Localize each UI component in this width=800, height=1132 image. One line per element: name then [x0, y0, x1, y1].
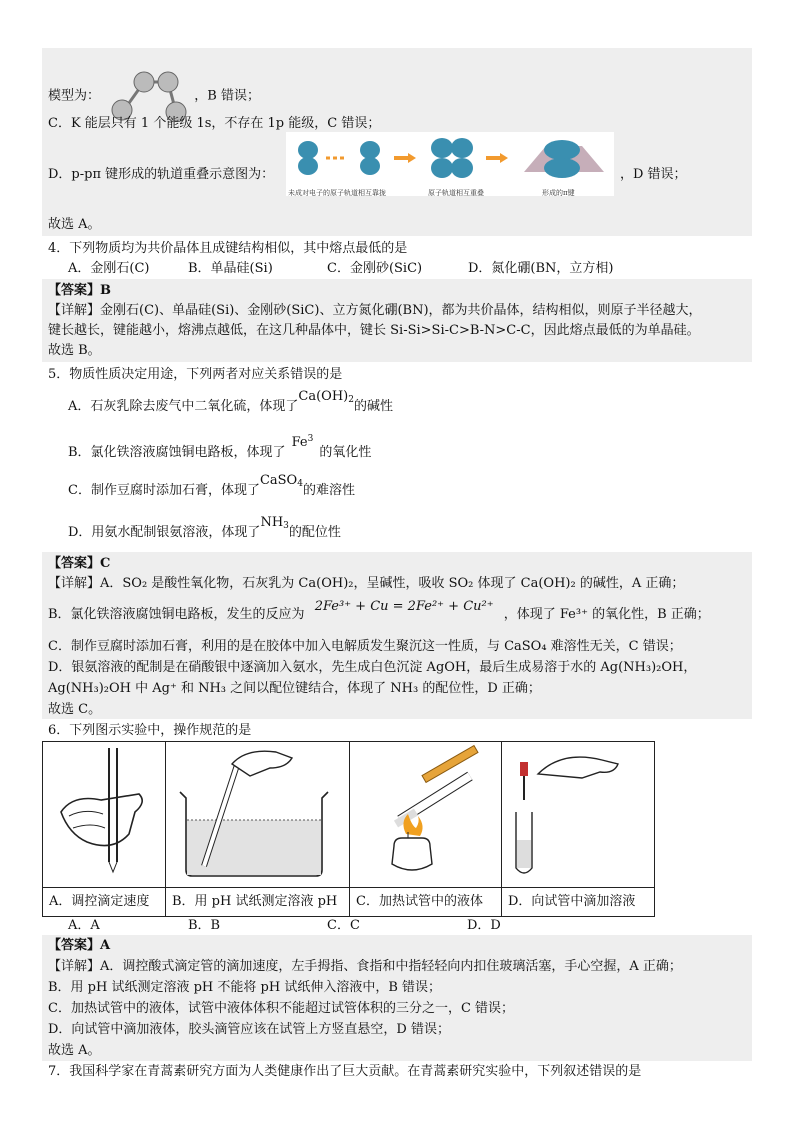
q5-b-text: B．氯化铁溶液腐蚀铜电路板，体现了 [68, 445, 286, 460]
q6-experiment-table [42, 741, 655, 917]
q5-answer: 【答案】C [48, 556, 111, 571]
q5-conclusion: 故选 C。 [48, 702, 102, 717]
q6-caption-b: B．用 pH 试纸测定溶液 pH [166, 888, 350, 917]
q5-option-a [68, 389, 393, 419]
q5-explain-a: 【详解】A．SO₂ 是酸性氧化物，石灰乳为 Ca(OH)₂，呈碱性，吸收 SO₂ 体现了 Ca(OH)₂ 的碱性，A 正确； [48, 576, 685, 591]
q5-c-text: C．制作豆腐时添加石膏，体现了 [68, 483, 260, 498]
q6-explain-a: 【详解】A．调控酸式滴定管的滴加速度，左手拇指、食指和中指轻轻向内扣住玻璃活塞，手心空握，A 正确； [48, 959, 682, 974]
q5-d-text: D．用氨水配制银氨溶液，体现了 [68, 525, 261, 540]
q6-figure-d [502, 742, 655, 888]
q4-option-d: D．氮化硼(BN，立方相) [468, 261, 614, 276]
q6-conclusion: 故选 A。 [48, 1043, 101, 1058]
q5-a-chem: Ca(OH) [298, 389, 349, 404]
q5-a-post: 的碱性 [353, 399, 393, 414]
explanation-block-q6 [42, 935, 752, 1061]
q5-c-chem: CaSO [259, 473, 298, 488]
q5-explain-d-1: D．银氨溶液的配制是在硝酸银中逐滴加入氨水，先生成白色沉淀 AgOH，最后生成易溶于水的 Ag(NH₃)₂OH， [48, 660, 697, 675]
q5-explain-d-2: Ag(NH₃)₂OH 中 Ag⁺ 和 NH₃ 之间以配位键结合，体现了 NH₃ 的配位性，D 正确； [48, 681, 541, 696]
q6-option-c: C．C [327, 918, 360, 933]
q5-d-formula [260, 515, 288, 530]
q6-explain-d: D．向试管中滴加液体，胶头滴管应该在试管上方竖直悬空，D 错误； [48, 1022, 450, 1037]
q5-explain-b-text: B．氯化铁溶液腐蚀铜电路板，发生的反应为 [48, 607, 305, 622]
q5-reaction-equation: 2Fe³⁺ + Cu = 2Fe²⁺ + Cu²⁺ [314, 599, 494, 614]
q5-a-text: A．石灰乳除去废气中二氧化硫，体现了 [68, 399, 299, 414]
q6-option-b: B．B [188, 918, 221, 933]
q6-stem: 6．下列图示实验中，操作规范的是 [48, 723, 252, 738]
q4-option-a: A．金刚石(C) [68, 261, 150, 276]
q3-model-prefix: 模型为： [48, 88, 101, 104]
burette-hand-icon [43, 742, 165, 883]
pi-caption-1: 未成对电子的原子轨道相互靠拢 [288, 189, 386, 197]
q5-b-sup: 3 [307, 434, 314, 444]
q3-d-suffix: ，D 错误； [620, 167, 687, 182]
q5-c-formula [260, 473, 303, 488]
q4-answer: 【答案】B [48, 283, 111, 298]
dropper-test-tube-icon [502, 742, 654, 883]
q4-conclusion: 故选 B。 [48, 343, 101, 358]
q4-explain-line-1: 【详解】金刚石(C)、单晶硅(Si)、金刚砂(SiC)、立方氮化硼(BN)，都为共价晶体，结构相似，则原子半径越大， [48, 303, 702, 318]
q6-explain-c: C．加热试管中的液体，试管中液体体积不能超过试管体积的三分之一，C 错误； [48, 1001, 515, 1016]
q3-conclusion: 故选 A。 [48, 217, 101, 232]
q5-c-sub: 4 [297, 479, 303, 489]
q5-d-sub: 3 [283, 521, 289, 531]
q6-figure-a [43, 742, 166, 888]
pi-bond-captions [286, 188, 614, 200]
q5-b-post: 的氧化性 [319, 445, 372, 460]
q6-option-d: D．D [467, 918, 501, 933]
q6-explain-b: B．用 pH 试纸测定溶液 pH 不能将 pH 试纸伸入溶液中，B 错误； [48, 980, 442, 995]
q4-stem: 4．下列物质均为共价晶体且成键结构相似，其中熔点最低的是 [48, 241, 408, 256]
q5-b-formula [292, 435, 314, 450]
q6-caption-a: A．调控滴定速度 [43, 888, 166, 917]
q7-stem: 7．我国科学家在青蒿素研究方面为人类健康作出了巨大贡献。在青蒿素研究实验中，下列叙述错误的是 [48, 1064, 642, 1079]
q6-caption-c: C．加热试管中的液体 [350, 888, 502, 917]
q4-option-b: B．单晶硅(Si) [188, 261, 273, 276]
beaker-ph-paper-icon [166, 742, 349, 883]
q5-explain-c: C．制作豆腐时添加石膏，利用的是在胶体中加入电解质发生聚沉这一性质，与 CaSO₄ 难溶性无关，C 错误； [48, 639, 682, 654]
q5-option-b [68, 434, 372, 462]
q6-caption-d: D．向试管中滴加溶液 [502, 888, 655, 917]
q5-d-post: 的配位性 [288, 525, 341, 540]
pi-bond-figure [286, 132, 614, 196]
q6-figure-b [166, 742, 350, 888]
q6-answer: 【答案】A [48, 938, 111, 953]
q6-option-a: A．A [68, 918, 100, 933]
test-tube-heating-icon [350, 742, 501, 883]
pi-caption-2: 原子轨道相互重叠 [428, 189, 484, 197]
q3-model-suffix: ，B 错误； [194, 88, 260, 104]
q5-option-c [68, 473, 355, 503]
q3-option-c-explain: C．K 能层只有 1 个能级 1s，不存在 1p 能级，C 错误； [48, 116, 381, 131]
q5-explain-b [48, 599, 710, 624]
q5-c-post: 的难溶性 [302, 483, 355, 498]
q3-d-prefix: D．p-pπ 键形成的轨道重叠示意图为： [48, 167, 275, 182]
q3-option-d-explain [48, 166, 274, 184]
q4-explain-line-2: 键长越长，键能越小，熔沸点越低，在这几种晶体中，键长 Si-Si>Si-C>B-N>C-C，因此熔点最低的为单晶硅。 [48, 323, 700, 338]
q5-explain-b-post: ，体现了 Fe³⁺ 的氧化性，B 正确； [503, 607, 710, 622]
q4-option-c: C．金刚砂(SiC) [327, 261, 423, 276]
q6-figure-c [350, 742, 502, 888]
explanation-block-q4 [42, 279, 752, 362]
pi-caption-3: 形成的π键 [542, 189, 575, 197]
q5-b-chem: Fe [291, 435, 308, 450]
q5-stem: 5．物质性质决定用途，下列两者对应关系错误的是 [48, 367, 343, 382]
q5-option-d [68, 515, 341, 545]
pi-bond-orbitals [286, 132, 614, 184]
q5-d-chem: NH [260, 515, 284, 530]
q5-a-formula [298, 389, 354, 404]
q5-a-sub: 2 [348, 395, 354, 405]
